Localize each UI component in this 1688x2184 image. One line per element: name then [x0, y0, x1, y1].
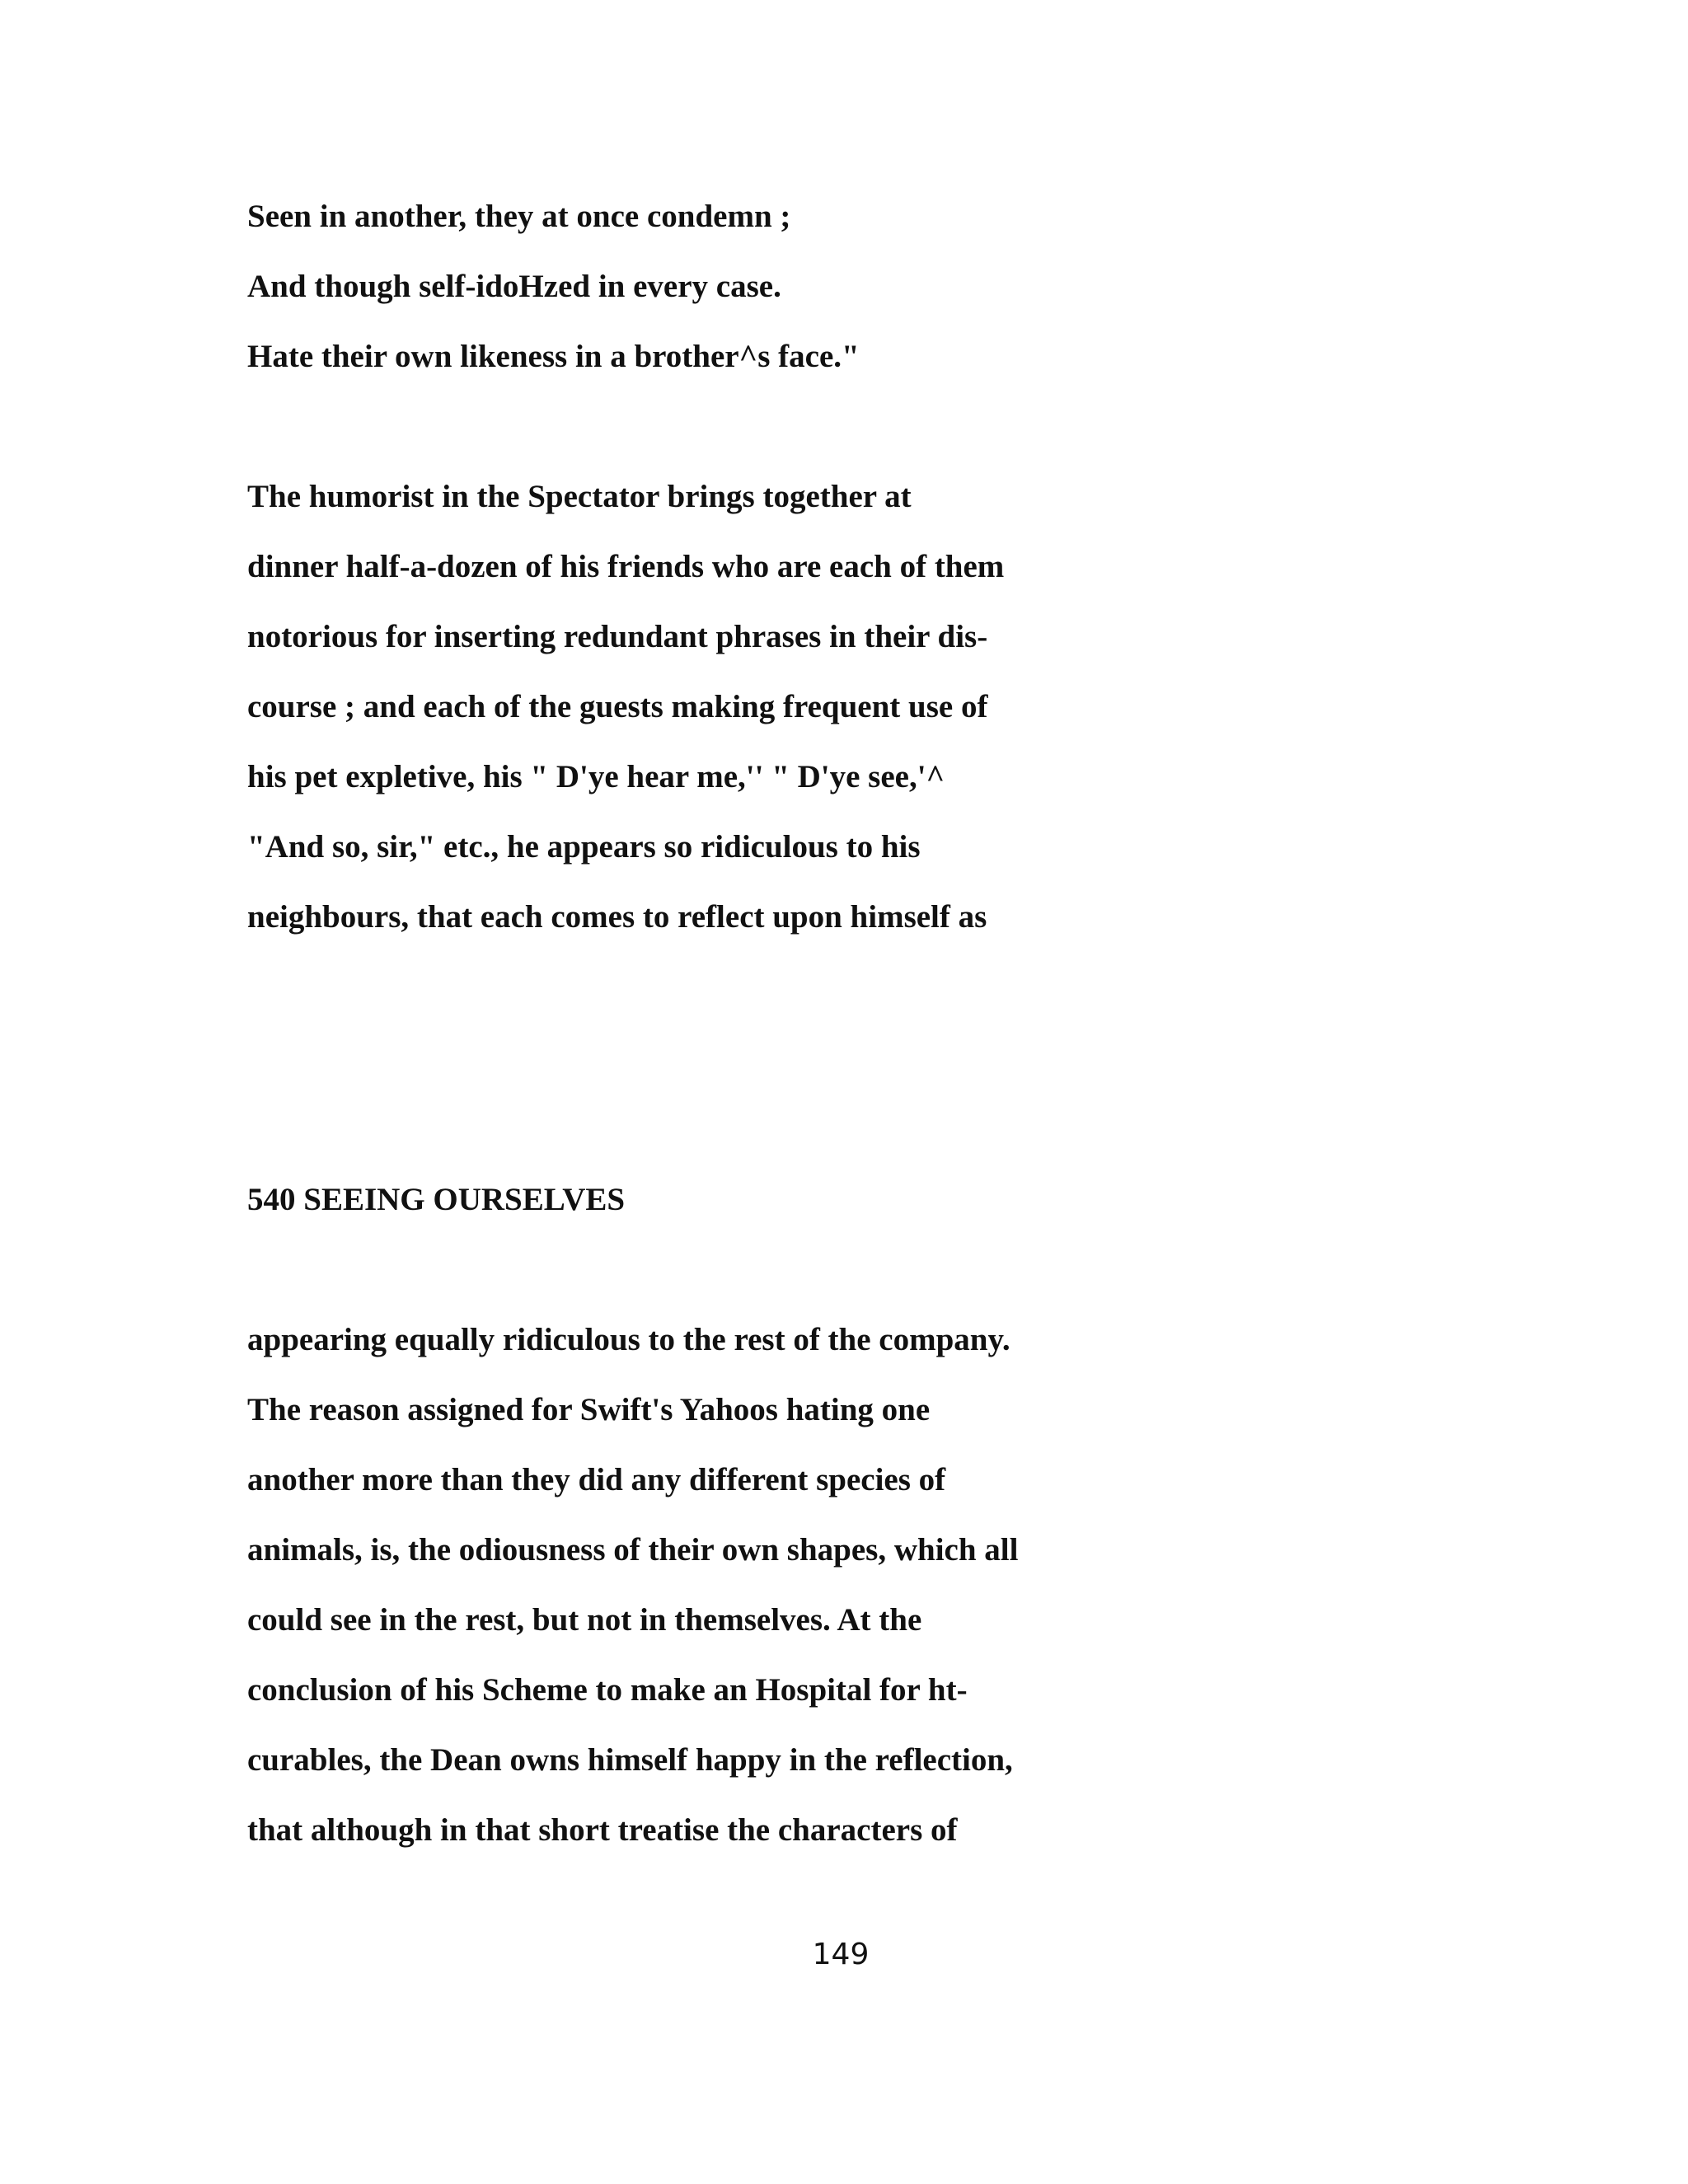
text-line: notorious for inserting redundant phrases in their dis- — [247, 619, 988, 654]
text-line: dinner half-a-dozen of his friends who are each of them — [247, 549, 1005, 584]
running-head: 540 SEEING OURSELVES — [247, 1182, 626, 1217]
text-line: The reason assigned for Swift's Yahoos hating one — [247, 1392, 931, 1427]
text-line: curables, the Dean owns himself happy in the reflection, — [247, 1742, 1013, 1778]
text-line: could see in the rest, but not in themselves. At the — [247, 1602, 922, 1638]
verse-line: Hate their own likeness in a brother^s face." — [247, 339, 860, 374]
text-line: course ; and each of the guests making frequent use of — [247, 689, 988, 724]
text-line: another more than they did any different species of — [247, 1462, 946, 1497]
verse-line: And though self-idoHzed in every case. — [247, 269, 781, 304]
text-line: animals, is, the odiousness of their own shapes, which all — [247, 1532, 1019, 1568]
text-line: neighbours, that each comes to reflect upon himself as — [247, 899, 987, 935]
text-line: "And so, sir," etc., he appears so ridiculous to his — [247, 829, 921, 865]
text-line: appearing equally ridiculous to the rest of the company. — [247, 1322, 1010, 1357]
page-number: 149 — [812, 1938, 870, 1971]
text-line: his pet expletive, his " D'ye hear me,'' " D'ye see,'^ — [247, 759, 945, 794]
text-line: that although in that short treatise the characters of — [247, 1812, 958, 1848]
verse-line: Seen in another, they at once condemn ; — [247, 199, 791, 234]
text-line: conclusion of his Scheme to make an Hospital for ht- — [247, 1672, 968, 1708]
text-line: The humorist in the Spectator brings together at — [247, 479, 912, 514]
